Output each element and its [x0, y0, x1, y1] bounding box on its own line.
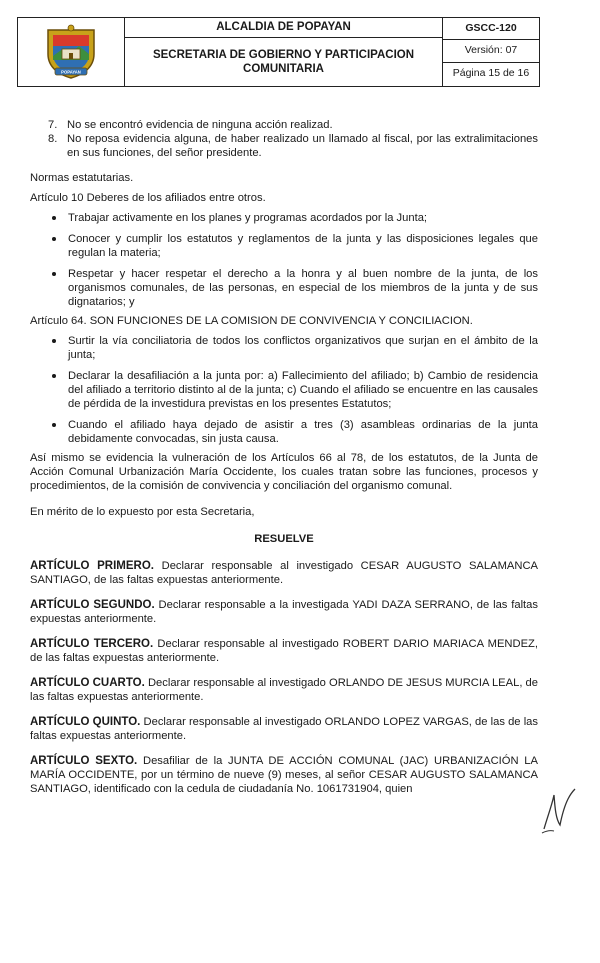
logo-cell	[18, 18, 125, 86]
department-line-1: SECRETARIA DE GOBIERNO Y PARTICIPACION	[152, 49, 415, 61]
list-item: Declarar la desafiliación a la junta por: a) Fallecimiento del afiliado; b) Cambio de residencia del afiliado a territorio distinto al de la junta; c) Cuando el afiliado se encuentre en las causales de pérdida de la investidura previstas en los presentes Estatutos;	[30, 369, 538, 411]
list-item: Surtir la vía conciliatoria de todos los conflictos organizativos que surjan en el ámbito de la junta;	[30, 334, 538, 362]
logo-lettering: POPAYAN	[61, 69, 81, 75]
list-item: Cuando el afiliado haya dejado de asistir a tres (3) asambleas ordinarias de la junta debidamente convocadas, sin justa causa.	[30, 418, 538, 446]
list-item: Conocer y cumplir los estatutos y reglamentos de la junta y las disposiciones legales que regulan la materia;	[30, 232, 538, 260]
document-body	[30, 118, 538, 796]
article-sixth: ARTÍCULO SEXTO. Desafiliar de la JUNTA DE ACCIÓN COMUNAL (JAC) URBANIZACIÓN LA MARÍA OCCIDENTE, por un término de nueve (9) meses, al señor CESAR AUGUSTO SALAMANCA SANTIAGO, identificado con la cedula de ciudadanía No. 1061731904, quien	[30, 755, 538, 795]
section-heading: Normas estatutarias.	[30, 172, 134, 184]
bullet-icon	[52, 374, 56, 378]
document-code: GSCC-120	[443, 18, 539, 40]
article-fifth: ARTÍCULO QUINTO. Declarar responsable al investigado ORLANDO LOPEZ VARGAS, de las de las faltas expuestas anteriormente.	[30, 716, 538, 742]
merit-paragraph: En mérito de lo expuesto por esta Secretaria,	[30, 506, 255, 518]
document-version: Versión: 07	[443, 40, 539, 62]
bullet-icon	[52, 272, 56, 276]
handwritten-initials	[540, 785, 578, 835]
article-64-heading: Artículo 64. SON FUNCIONES DE LA COMISION DE CONVIVENCIA Y CONCILIACION.	[30, 315, 473, 327]
evidence-paragraph: Así mismo se evidencia la vulneración de los Artículos 66 al 78, de los estatutos, de la Junta de Acción Comunal Urbanización María Occidente, los cuales tratan sobre las funciones, procesos y procedimientos, de la comisión de convivencia y conciliación del organismo comunal.	[30, 452, 538, 492]
city-shield-logo	[42, 24, 100, 80]
article-fourth: ARTÍCULO CUARTO. Declarar responsable al investigado ORLANDO DE JESUS MURCIA LEAL, de las faltas expuestas anteriormente.	[30, 677, 538, 703]
org-name: ALCALDIA DE POPAYAN	[125, 18, 442, 38]
department-line-2: COMUNITARIA	[243, 63, 324, 75]
header-meta-cell	[443, 18, 539, 86]
article-10-list	[30, 211, 538, 309]
list-item: Trabajar activamente en los planes y programas acordados por la Junta;	[30, 211, 538, 225]
document-header	[17, 17, 540, 87]
article-64-list	[30, 334, 538, 446]
findings-list	[30, 118, 538, 160]
bullet-icon	[52, 237, 56, 241]
list-item: 8. No reposa evidencia alguna, de haber realizado un llamado al fiscal, por las extralimitaciones en sus funciones, del señor presidente.	[48, 133, 538, 159]
bullet-icon	[52, 216, 56, 220]
resolve-heading: RESUELVE	[254, 533, 314, 545]
article-10-heading: Artículo 10 Deberes de los afiliados entre otros.	[30, 192, 266, 204]
list-item: 7. No se encontró evidencia de ninguna acción realizad.	[48, 119, 333, 131]
page-number: Página 15 de 16	[452, 66, 530, 79]
department-name	[125, 38, 442, 86]
list-item: Respetar y hacer respetar el derecho a la honra y al buen nombre de la junta, de los organismos comunales, de las personas, en especial de los miembros de la junta y de sus dignatarios; y	[30, 267, 538, 309]
bullet-icon	[52, 423, 56, 427]
article-first: ARTÍCULO PRIMERO. Declarar responsable al investigado CESAR AUGUSTO SALAMANCA SANTIAGO, de las faltas expuestas anteriormente.	[30, 560, 538, 586]
bullet-icon	[52, 339, 56, 343]
header-title-cell	[125, 18, 443, 86]
article-third: ARTÍCULO TERCERO. Declarar responsable al investigado ROBERT DARIO MARIACA MENDEZ, de las faltas expuestas anteriormente.	[30, 638, 538, 664]
article-second: ARTÍCULO SEGUNDO. Declarar responsable a la investigada YADI DAZA SERRANO, de las faltas expuestas anteriormente.	[30, 599, 538, 625]
